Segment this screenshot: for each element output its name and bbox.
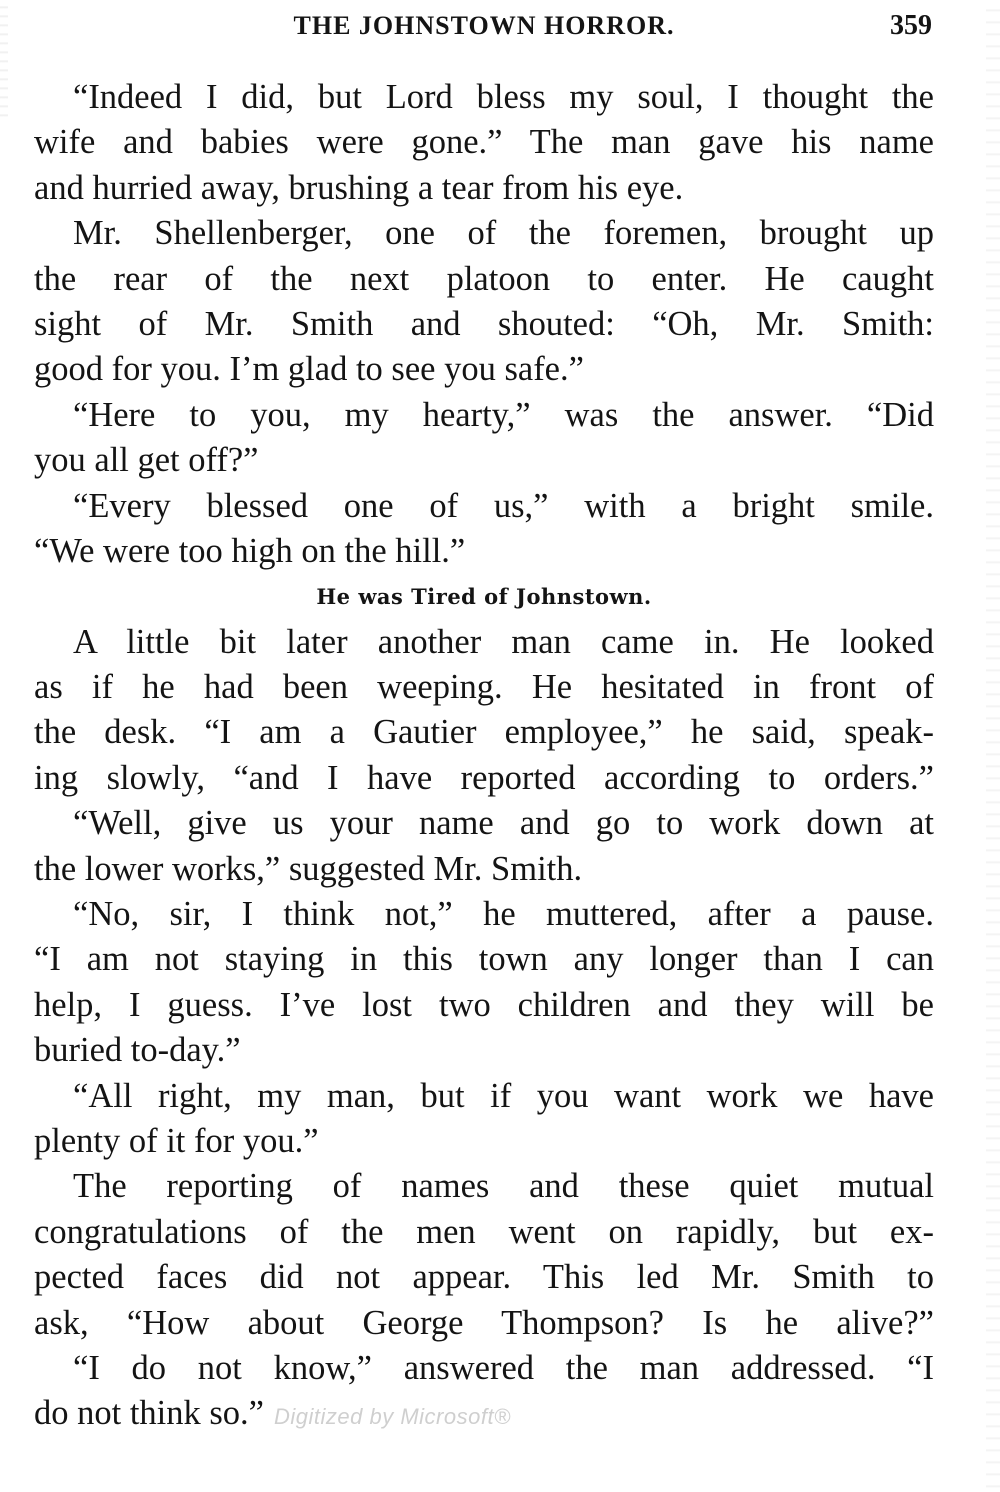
text-line: “All right, my man, but if you want work we have <box>73 1076 934 1115</box>
page-edge-scan-noise <box>986 0 1000 1492</box>
text-line: buried to-day.” <box>34 1031 241 1070</box>
text-line: plenty of it for you.” <box>34 1121 319 1160</box>
text-line: and hurried away, brushing a tear from his eye. <box>34 168 684 207</box>
text-line: “We were too high on the hill.” <box>34 531 466 570</box>
text-line: “Indeed I did, but Lord bless my soul, I thought the <box>73 78 934 116</box>
text-line: A little bit later another man came in. He looked <box>73 622 934 661</box>
text-line: “No, sir, I think not,” he muttered, after a pause. <box>73 895 934 934</box>
text-line: the lower works,” suggested Mr. Smith. <box>34 849 583 888</box>
body-text <box>34 75 934 1437</box>
last-text-line <box>34 1391 934 1436</box>
text-line: you all get off?” <box>34 441 259 480</box>
text-line: pected faces did not appear. This led Mr. Smith to <box>34 1258 934 1297</box>
text-line: the rear of the next platoon to enter. He caught <box>34 259 934 298</box>
page-edge-scan-noise-left <box>0 0 8 120</box>
text-line: sight of Mr. Smith and shouted: “Oh, Mr. Smith: <box>34 304 934 343</box>
text-line: “I do not know,” answered the man addressed. “I <box>73 1348 934 1387</box>
section-heading: He was Tired of Johnstown. <box>316 584 652 610</box>
text-line: “Here to you, my hearty,” was the answer. “Did <box>73 395 934 434</box>
page-number: 359 <box>890 10 932 41</box>
text-line: The reporting of names and these quiet mutual <box>73 1167 934 1206</box>
text-line: as if he had been weeping. He hesitated in front of <box>34 668 934 707</box>
text-line: help, I guess. I’ve lost two children and they will be <box>34 985 934 1024</box>
running-head <box>34 8 934 48</box>
text-line: “I am not staying in this town any longer than I can <box>34 940 934 979</box>
digitization-watermark: Digitized by Microsoft® <box>274 1404 511 1430</box>
text-line: “Every blessed one of us,” with a bright smile. <box>73 486 934 525</box>
text-line: good for you. I’m glad to see you safe.” <box>34 350 584 389</box>
text-line: congratulations of the men went on rapidly, but ex- <box>34 1212 934 1251</box>
text-line-final: do not think so.” <box>34 1394 264 1433</box>
text-line: ing slowly, “and I have reported according to orders.” <box>34 758 934 797</box>
text-line: ask, “How about George Thompson? Is he alive?” <box>34 1303 934 1342</box>
text-line: the desk. “I am a Gautier employee,” he said, speak- <box>34 713 934 752</box>
text-line: Mr. Shellenberger, one of the foremen, brought up <box>73 214 934 253</box>
text-line: wife and babies were gone.” The man gave his name <box>34 123 934 162</box>
running-title: THE JOHNSTOWN HORROR. <box>293 11 675 40</box>
text-line: “Well, give us your name and go to work down at <box>73 804 934 843</box>
